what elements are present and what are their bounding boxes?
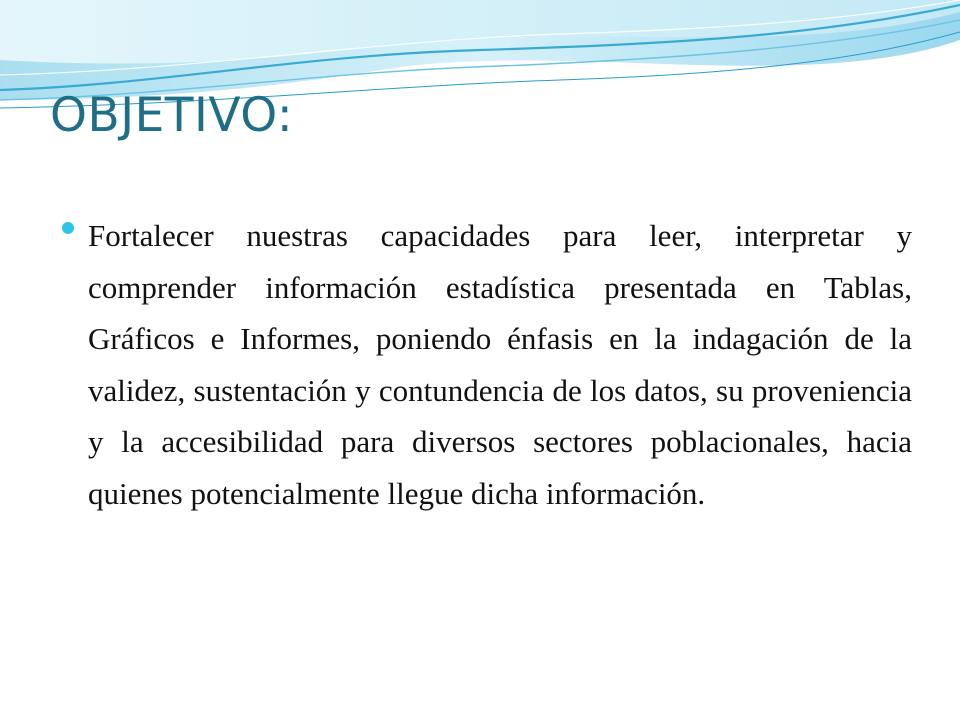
slide-title: OBJETIVO: <box>50 88 294 143</box>
bullet-dot-icon <box>62 222 74 234</box>
bullet-text: Fortalecer nuestras capacidades para leer, interpretar y comprender información estadística presentada en Tablas, Gráficos e Informes, poniendo énfasis en la indagación de la validez, sustentación y contundencia de los datos, su proveniencia y la accesibilidad para diversos sectores poblacionales, hacia quienes potencialmente llegue dicha información. <box>88 218 912 511</box>
bullet-list <box>62 210 912 519</box>
